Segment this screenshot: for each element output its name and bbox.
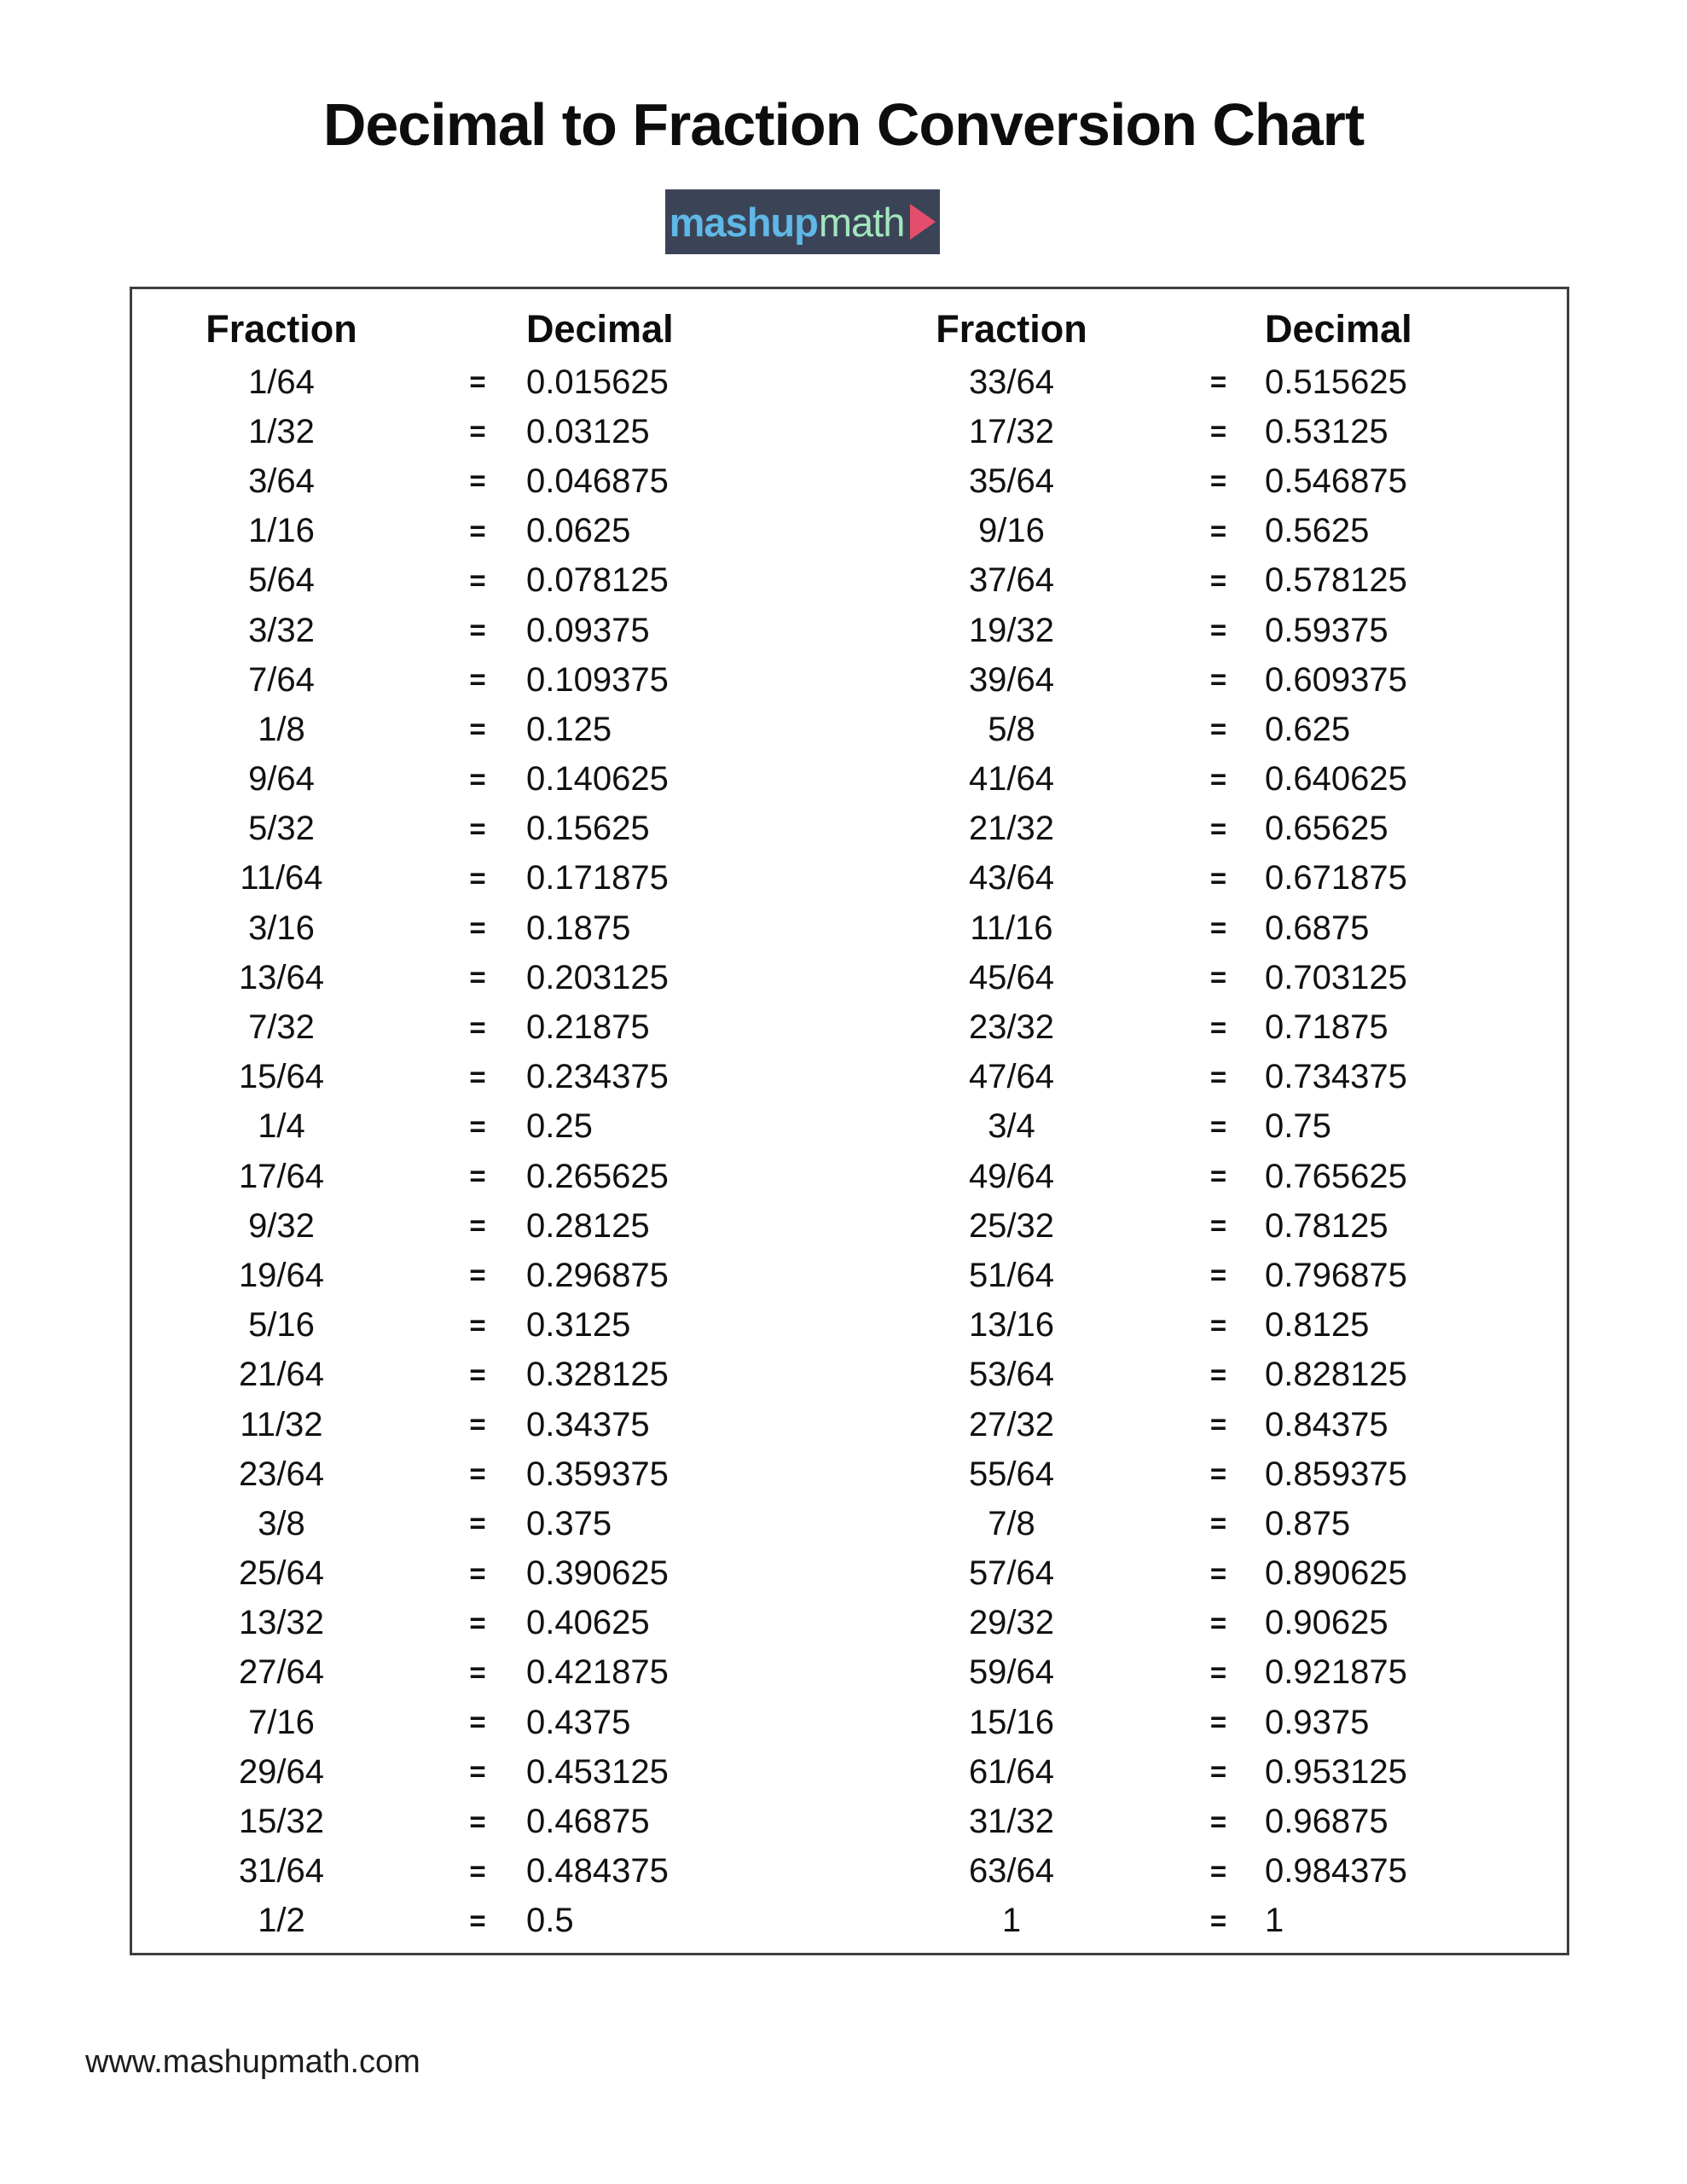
decimal-value: 0.703125 xyxy=(1265,958,1407,996)
fraction-value: 23/32 xyxy=(968,1008,1055,1047)
equals-sign: = xyxy=(1209,1904,1227,1937)
fraction-value: 43/64 xyxy=(968,859,1055,897)
table-row xyxy=(132,1549,849,1599)
fraction-value: 19/32 xyxy=(968,611,1055,649)
equals-sign: = xyxy=(469,1160,486,1193)
decimal-value: 0.546875 xyxy=(1265,462,1407,500)
decimal-value: 0.78125 xyxy=(1265,1206,1388,1245)
column-header-decimal: Decimal xyxy=(1265,307,1412,351)
decimal-value: 0.28125 xyxy=(526,1206,650,1245)
decimal-value: 0.71875 xyxy=(1265,1008,1388,1047)
equals-sign: = xyxy=(1209,1210,1227,1242)
fraction-value: 1/64 xyxy=(248,363,315,401)
fraction-value: 19/64 xyxy=(238,1256,325,1294)
fraction-value: 1 xyxy=(1001,1902,1022,1940)
fraction-value: 23/64 xyxy=(238,1455,325,1493)
fraction-value: 1/4 xyxy=(258,1107,305,1146)
table-row xyxy=(849,1449,1567,1499)
fraction-value: 17/32 xyxy=(968,412,1055,450)
table-row xyxy=(849,1747,1567,1797)
decimal-value: 0.234375 xyxy=(526,1058,669,1096)
logo-text-mashup: mashup xyxy=(669,199,818,245)
equals-sign: = xyxy=(1209,366,1227,398)
decimal-value: 0.390625 xyxy=(526,1554,669,1593)
table-row xyxy=(849,1301,1567,1350)
fraction-value: 49/64 xyxy=(968,1157,1055,1195)
fraction-value: 15/64 xyxy=(238,1058,325,1096)
equals-sign: = xyxy=(469,1409,486,1441)
table-row xyxy=(132,1747,849,1797)
table-row xyxy=(849,1002,1567,1052)
decimal-value: 0.890625 xyxy=(1265,1554,1407,1593)
table-row xyxy=(849,1896,1567,1946)
decimal-value: 0.46875 xyxy=(526,1803,650,1841)
decimal-value: 0.53125 xyxy=(1265,412,1388,450)
equals-sign: = xyxy=(1209,1706,1227,1739)
equals-sign: = xyxy=(1209,763,1227,795)
table-row xyxy=(849,903,1567,953)
table-row xyxy=(849,1499,1567,1548)
decimal-value: 0.140625 xyxy=(526,760,669,799)
fraction-value: 3/16 xyxy=(248,909,315,947)
table-row xyxy=(132,1847,849,1896)
equals-sign: = xyxy=(469,1557,486,1589)
fraction-value: 9/64 xyxy=(248,760,315,799)
table-row xyxy=(132,903,849,953)
decimal-value: 0.15625 xyxy=(526,810,650,848)
table-row xyxy=(132,456,849,506)
table-row xyxy=(849,1599,1567,1648)
equals-sign: = xyxy=(469,614,486,647)
equals-sign: = xyxy=(1209,1259,1227,1292)
decimal-value: 0.25 xyxy=(526,1107,593,1146)
table-row xyxy=(849,1152,1567,1201)
equals-sign: = xyxy=(469,415,486,448)
decimal-value: 1 xyxy=(1265,1902,1284,1940)
equals-sign: = xyxy=(1209,1011,1227,1043)
decimal-value: 0.609375 xyxy=(1265,660,1407,699)
fraction-value: 15/32 xyxy=(238,1803,325,1841)
table-row xyxy=(132,1002,849,1052)
equals-sign: = xyxy=(469,1756,486,1788)
table-row xyxy=(132,407,849,456)
fraction-value: 21/64 xyxy=(238,1356,325,1394)
decimal-value: 0.109375 xyxy=(526,660,669,699)
table-row xyxy=(132,1301,849,1350)
equals-sign: = xyxy=(1209,1458,1227,1490)
equals-sign: = xyxy=(469,1358,486,1391)
fraction-value: 5/64 xyxy=(248,561,315,600)
table-row xyxy=(849,1251,1567,1300)
table-row xyxy=(132,854,849,903)
fraction-value: 41/64 xyxy=(968,760,1055,799)
table-row xyxy=(132,1698,849,1747)
equals-sign: = xyxy=(1209,1409,1227,1441)
equals-sign: = xyxy=(1209,1358,1227,1391)
equals-sign: = xyxy=(1209,812,1227,845)
table-row xyxy=(132,1053,849,1102)
table-row xyxy=(132,953,849,1002)
play-icon xyxy=(910,204,936,240)
fraction-value: 45/64 xyxy=(968,958,1055,996)
equals-sign: = xyxy=(469,1060,486,1093)
fraction-value: 27/32 xyxy=(968,1405,1055,1443)
equals-sign: = xyxy=(1209,1756,1227,1788)
fraction-value: 25/64 xyxy=(238,1554,325,1593)
column-header-decimal: Decimal xyxy=(526,307,674,351)
table-row xyxy=(849,1201,1567,1251)
decimal-value: 0.828125 xyxy=(1265,1356,1407,1394)
table-row xyxy=(132,804,849,854)
table-row xyxy=(849,556,1567,606)
equals-sign: = xyxy=(1209,1855,1227,1887)
table-row xyxy=(849,1350,1567,1400)
decimal-value: 0.421875 xyxy=(526,1653,669,1692)
equals-sign: = xyxy=(1209,1309,1227,1341)
footer-url: www.mashupmath.com xyxy=(85,2044,420,2080)
table-left-half xyxy=(132,301,849,1946)
decimal-value: 0.125 xyxy=(526,710,612,748)
fraction-value: 11/16 xyxy=(970,909,1053,947)
decimal-value: 0.203125 xyxy=(526,958,669,996)
equals-sign: = xyxy=(469,1458,486,1490)
fraction-value: 5/16 xyxy=(248,1306,315,1345)
decimal-value: 0.765625 xyxy=(1265,1157,1407,1195)
fraction-value: 11/64 xyxy=(240,859,323,897)
decimal-value: 0.09375 xyxy=(526,611,650,649)
equals-sign: = xyxy=(469,465,486,497)
decimal-value: 0.734375 xyxy=(1265,1058,1407,1096)
equals-sign: = xyxy=(469,1805,486,1838)
table-row xyxy=(132,655,849,705)
table-row xyxy=(132,1449,849,1499)
fraction-value: 7/8 xyxy=(988,1504,1035,1542)
decimal-value: 0.96875 xyxy=(1265,1803,1388,1841)
decimal-value: 0.75 xyxy=(1265,1107,1331,1146)
decimal-value: 0.03125 xyxy=(526,412,650,450)
decimal-value: 0.625 xyxy=(1265,710,1351,748)
decimal-value: 0.296875 xyxy=(526,1256,669,1294)
fraction-value: 61/64 xyxy=(968,1752,1055,1791)
table-row xyxy=(849,357,1567,407)
fraction-value: 17/64 xyxy=(238,1157,325,1195)
decimal-value: 0.171875 xyxy=(526,859,669,897)
table-row xyxy=(849,456,1567,506)
fraction-value: 1/8 xyxy=(258,710,305,748)
equals-sign: = xyxy=(1209,713,1227,746)
equals-sign: = xyxy=(469,1855,486,1887)
fraction-value: 3/4 xyxy=(988,1107,1035,1146)
fraction-value: 29/32 xyxy=(968,1604,1055,1642)
fraction-value: 9/16 xyxy=(978,512,1045,550)
equals-sign: = xyxy=(469,1656,486,1688)
fraction-value: 3/64 xyxy=(248,462,315,500)
table-row xyxy=(849,1549,1567,1599)
table-row xyxy=(132,705,849,754)
decimal-value: 0.921875 xyxy=(1265,1653,1407,1692)
equals-sign: = xyxy=(469,961,486,994)
decimal-value: 0.875 xyxy=(1265,1504,1351,1542)
fraction-value: 39/64 xyxy=(968,660,1055,699)
table-row xyxy=(849,1648,1567,1698)
fraction-value: 63/64 xyxy=(968,1852,1055,1891)
right-rows xyxy=(849,357,1567,1946)
fraction-value: 57/64 xyxy=(968,1554,1055,1593)
decimal-value: 0.65625 xyxy=(1265,810,1388,848)
decimal-value: 0.5 xyxy=(526,1902,574,1940)
fraction-value: 33/64 xyxy=(968,363,1055,401)
decimal-value: 0.5625 xyxy=(1265,512,1370,550)
table-row xyxy=(132,507,849,556)
decimal-value: 0.671875 xyxy=(1265,859,1407,897)
fraction-value: 31/32 xyxy=(968,1803,1055,1841)
equals-sign: = xyxy=(469,812,486,845)
decimal-value: 0.453125 xyxy=(526,1752,669,1791)
table-row xyxy=(849,804,1567,854)
decimal-value: 0.984375 xyxy=(1265,1852,1407,1891)
logo-text-math: math xyxy=(818,199,905,245)
decimal-value: 0.859375 xyxy=(1265,1455,1407,1493)
page-title: Decimal to Fraction Conversion Chart xyxy=(322,91,1365,158)
fraction-value: 37/64 xyxy=(968,561,1055,600)
equals-sign: = xyxy=(469,1606,486,1639)
column-header-fraction: Fraction xyxy=(936,307,1087,351)
table-row xyxy=(849,655,1567,705)
equals-sign: = xyxy=(469,1011,486,1043)
fraction-value: 7/16 xyxy=(248,1703,315,1741)
fraction-value: 5/32 xyxy=(248,810,315,848)
conversion-table xyxy=(130,287,1569,1955)
left-rows xyxy=(132,357,849,1946)
decimal-value: 0.796875 xyxy=(1265,1256,1407,1294)
decimal-value: 0.640625 xyxy=(1265,760,1407,799)
fraction-value: 13/32 xyxy=(238,1604,325,1642)
equals-sign: = xyxy=(469,366,486,398)
fraction-value: 27/64 xyxy=(238,1653,325,1692)
fraction-value: 15/16 xyxy=(968,1703,1055,1741)
equals-sign: = xyxy=(469,1110,486,1142)
table-right-half xyxy=(849,301,1567,1946)
fraction-value: 51/64 xyxy=(968,1256,1055,1294)
fraction-value: 59/64 xyxy=(968,1653,1055,1692)
table-row xyxy=(849,1797,1567,1846)
table-row xyxy=(849,407,1567,456)
table-row xyxy=(132,755,849,804)
equals-sign: = xyxy=(469,1210,486,1242)
equals-sign: = xyxy=(1209,1656,1227,1688)
decimal-value: 0.90625 xyxy=(1265,1604,1388,1642)
equals-sign: = xyxy=(469,1309,486,1341)
equals-sign: = xyxy=(469,1507,486,1540)
table-row xyxy=(132,606,849,655)
decimal-value: 0.375 xyxy=(526,1504,612,1542)
table-header-row-left xyxy=(132,301,849,357)
equals-sign: = xyxy=(469,763,486,795)
equals-sign: = xyxy=(1209,1110,1227,1142)
table-row xyxy=(132,1797,849,1846)
fraction-value: 5/8 xyxy=(988,710,1035,748)
equals-sign: = xyxy=(1209,862,1227,894)
table-row xyxy=(132,1499,849,1548)
fraction-value: 31/64 xyxy=(238,1852,325,1891)
decimal-value: 0.0625 xyxy=(526,512,631,550)
equals-sign: = xyxy=(469,514,486,547)
equals-sign: = xyxy=(1209,912,1227,944)
decimal-value: 0.40625 xyxy=(526,1604,650,1642)
table-header-row-right xyxy=(849,301,1567,357)
table-row xyxy=(849,507,1567,556)
fraction-value: 13/16 xyxy=(968,1306,1055,1345)
table-row xyxy=(132,1599,849,1648)
fraction-value: 1/32 xyxy=(248,412,315,450)
column-header-fraction: Fraction xyxy=(206,307,357,351)
fraction-value: 1/2 xyxy=(258,1902,305,1940)
decimal-value: 0.21875 xyxy=(526,1008,650,1047)
table-row xyxy=(132,1152,849,1201)
table-row xyxy=(132,1102,849,1152)
equals-sign: = xyxy=(469,1706,486,1739)
table-row xyxy=(849,1847,1567,1896)
decimal-value: 0.3125 xyxy=(526,1306,631,1345)
table-row xyxy=(849,1053,1567,1102)
decimal-value: 0.046875 xyxy=(526,462,669,500)
table-row xyxy=(849,953,1567,1002)
fraction-value: 3/8 xyxy=(258,1504,305,1542)
decimal-value: 0.578125 xyxy=(1265,561,1407,600)
decimal-value: 0.953125 xyxy=(1265,1752,1407,1791)
decimal-value: 0.078125 xyxy=(526,561,669,600)
equals-sign: = xyxy=(1209,1060,1227,1093)
decimal-value: 0.59375 xyxy=(1265,611,1388,649)
table-row xyxy=(132,1648,849,1698)
decimal-value: 0.34375 xyxy=(526,1405,650,1443)
decimal-value: 0.328125 xyxy=(526,1356,669,1394)
fraction-value: 11/32 xyxy=(240,1405,323,1443)
equals-sign: = xyxy=(1209,1160,1227,1193)
table-row xyxy=(849,854,1567,903)
table-row xyxy=(132,1400,849,1449)
equals-sign: = xyxy=(469,1904,486,1937)
decimal-value: 0.6875 xyxy=(1265,909,1370,947)
equals-sign: = xyxy=(469,862,486,894)
decimal-value: 0.8125 xyxy=(1265,1306,1370,1345)
decimal-value: 0.359375 xyxy=(526,1455,669,1493)
fraction-value: 9/32 xyxy=(248,1206,315,1245)
table-row xyxy=(849,1400,1567,1449)
equals-sign: = xyxy=(1209,614,1227,647)
decimal-value: 0.1875 xyxy=(526,909,631,947)
fraction-value: 13/64 xyxy=(238,958,325,996)
equals-sign: = xyxy=(469,912,486,944)
equals-sign: = xyxy=(1209,1805,1227,1838)
table-row xyxy=(849,606,1567,655)
equals-sign: = xyxy=(1209,1557,1227,1589)
table-row xyxy=(132,556,849,606)
table-row xyxy=(849,705,1567,754)
decimal-value: 0.515625 xyxy=(1265,363,1407,401)
equals-sign: = xyxy=(1209,961,1227,994)
equals-sign: = xyxy=(469,564,486,596)
equals-sign: = xyxy=(1209,664,1227,696)
mashupmath-logo xyxy=(665,189,940,254)
table-row xyxy=(132,1201,849,1251)
decimal-value: 0.84375 xyxy=(1265,1405,1388,1443)
equals-sign: = xyxy=(1209,1606,1227,1639)
equals-sign: = xyxy=(1209,415,1227,448)
table-row xyxy=(132,1896,849,1946)
decimal-value: 0.265625 xyxy=(526,1157,669,1195)
table-row xyxy=(132,1251,849,1300)
table-row xyxy=(849,1698,1567,1747)
decimal-value: 0.4375 xyxy=(526,1703,631,1741)
fraction-value: 35/64 xyxy=(968,462,1055,500)
table-row xyxy=(849,755,1567,804)
fraction-value: 53/64 xyxy=(968,1356,1055,1394)
fraction-value: 47/64 xyxy=(968,1058,1055,1096)
decimal-value: 0.015625 xyxy=(526,363,669,401)
equals-sign: = xyxy=(1209,514,1227,547)
fraction-value: 1/16 xyxy=(248,512,315,550)
table-row xyxy=(132,1350,849,1400)
equals-sign: = xyxy=(469,713,486,746)
fraction-value: 25/32 xyxy=(968,1206,1055,1245)
fraction-value: 55/64 xyxy=(968,1455,1055,1493)
fraction-value: 3/32 xyxy=(248,611,315,649)
fraction-value: 7/32 xyxy=(248,1008,315,1047)
table-row xyxy=(849,1102,1567,1152)
equals-sign: = xyxy=(469,664,486,696)
decimal-value: 0.484375 xyxy=(526,1852,669,1891)
fraction-value: 7/64 xyxy=(248,660,315,699)
decimal-value: 0.9375 xyxy=(1265,1703,1370,1741)
fraction-value: 21/32 xyxy=(968,810,1055,848)
fraction-value: 29/64 xyxy=(238,1752,325,1791)
equals-sign: = xyxy=(1209,1507,1227,1540)
equals-sign: = xyxy=(1209,465,1227,497)
table-row xyxy=(132,357,849,407)
equals-sign: = xyxy=(1209,564,1227,596)
equals-sign: = xyxy=(469,1259,486,1292)
